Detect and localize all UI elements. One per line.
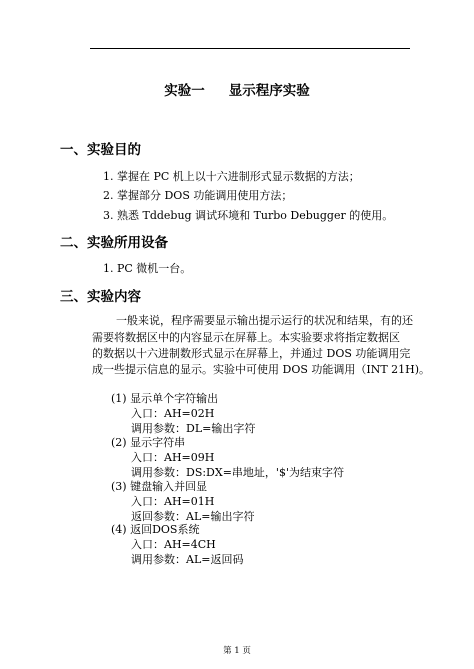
list-item: 3. 熟悉 Tddebug 调试环境和 Turbo Debugger 的使用。 [103, 209, 394, 222]
subitem-label: (4) 返回DOS系统 [111, 523, 200, 536]
subitem-line: 返回参数：AL=输出字符 [131, 510, 255, 523]
subitem-line: 调用参数：AL=返回码 [131, 553, 244, 566]
paragraph-line: 成一些提示信息的显示。实验中可使用 DOS 功能调用（INT 21H)。 [92, 363, 431, 376]
header-rule [90, 48, 410, 49]
list-item: 1. PC 微机一台。 [103, 262, 192, 275]
subitem-line: 入口：AH=4CH [131, 538, 216, 551]
section-heading-content: 三、实验内容 [60, 289, 141, 305]
page-title [0, 79, 474, 99]
section-heading-equipment: 二、实验所用设备 [60, 235, 168, 251]
title-number: 实验一 [164, 83, 205, 99]
page-number: 第 1 页 [223, 646, 251, 656]
section-heading-objectives: 一、实验目的 [60, 142, 141, 158]
subitem-line: 入口：AH=02H [131, 407, 215, 420]
subitem-line: 调用参数：DL=输出字符 [131, 422, 256, 435]
subitem-label: (2) 显示字符串 [111, 436, 186, 449]
subitem-line: 入口：AH=09H [131, 451, 215, 464]
title-text: 显示程序实验 [228, 83, 310, 99]
paragraph-line: 一般来说，程序需要显示输出提示运行的状况和结果，有的还 [116, 314, 413, 327]
subitem-line: 入口：AH=01H [131, 495, 215, 508]
subitem-label: (1) 显示单个字符输出 [111, 392, 219, 405]
list-item: 1. 掌握在 PC 机上以十六进制形式显示数据的方法； [103, 170, 360, 183]
subitem-line: 调用参数：DS:DX=串地址，'$'为结束字符 [131, 466, 344, 479]
paragraph-line: 的数据以十六进制数形式显示在屏幕上，并通过 DOS 功能调用完 [92, 347, 411, 360]
paragraph-line: 需要将数据区中的内容显示在屏幕上。本实验要求将指定数据区 [92, 331, 400, 344]
list-item: 2. 掌握部分 DOS 功能调用使用方法； [103, 189, 293, 202]
subitem-label: (3) 键盘输入并回显 [111, 480, 208, 493]
